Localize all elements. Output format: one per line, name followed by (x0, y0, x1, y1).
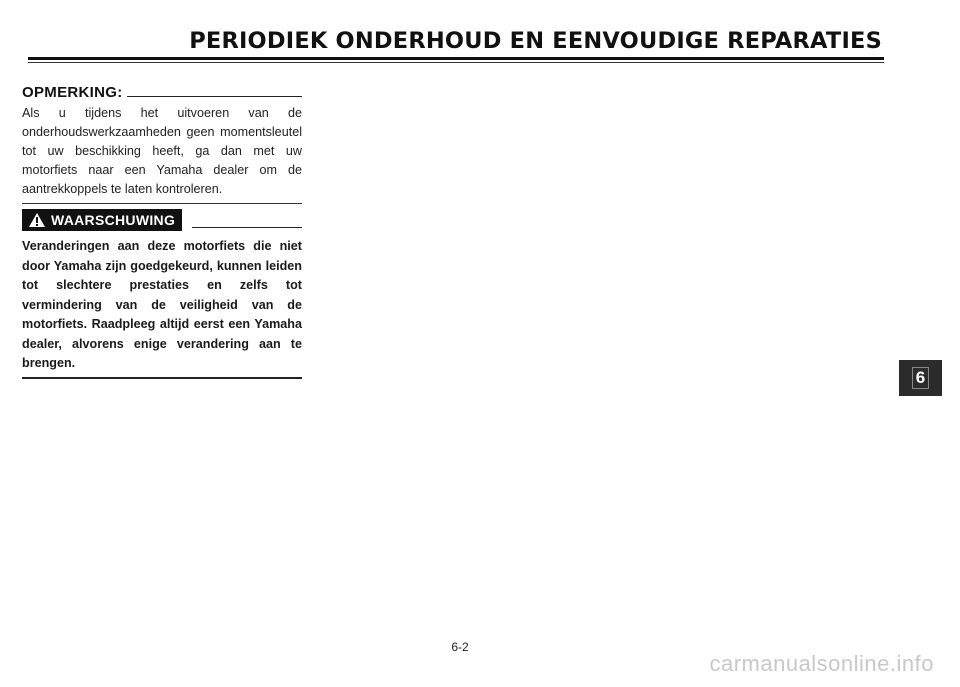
warning-section (22, 209, 302, 379)
watermark: carmanualsonline.info (709, 651, 934, 676)
warning-end-rule (22, 377, 302, 379)
note-heading-rule (127, 96, 303, 97)
warning-body: Veranderingen aan deze motorfiets die niet door Yamaha zijn goedgekeurd, kunnen leiden tot slechtere prestaties en zelfs tot vermindering van de veiligheid van de motorfiets. Raadpleeg altijd eerst een Yamaha dealer, alvorens enige verandering aan te brengen. (22, 239, 302, 370)
warning-heading: WAARSCHUWING (51, 212, 176, 228)
header-rule-thin (28, 62, 884, 63)
warning-badge (22, 209, 182, 231)
header-rule (28, 57, 884, 60)
warning-heading-row (22, 209, 302, 231)
warning-heading-rule (192, 227, 302, 228)
note-end-rule (22, 203, 302, 204)
note-heading-row (22, 84, 302, 101)
page-number: 6-2 (451, 640, 469, 654)
note-heading: OPMERKING: (22, 84, 123, 101)
chapter-tab (899, 360, 942, 396)
note-section (22, 84, 302, 204)
note-body: Als u tijdens het uitvoeren van de onderhoudswerkzaamheden geen momentsleutel tot uw beschikking heeft, ga dan met uw motorfiets naar een Yamaha dealer om de aantrekkoppels te laten kontroleren. (22, 106, 302, 196)
chapter-tab-number: 6 (912, 367, 929, 389)
page-title: PERIODIEK ONDERHOUD EN EENVOUDIGE REPARATIES (189, 28, 882, 54)
warning-triangle-icon (28, 212, 46, 228)
